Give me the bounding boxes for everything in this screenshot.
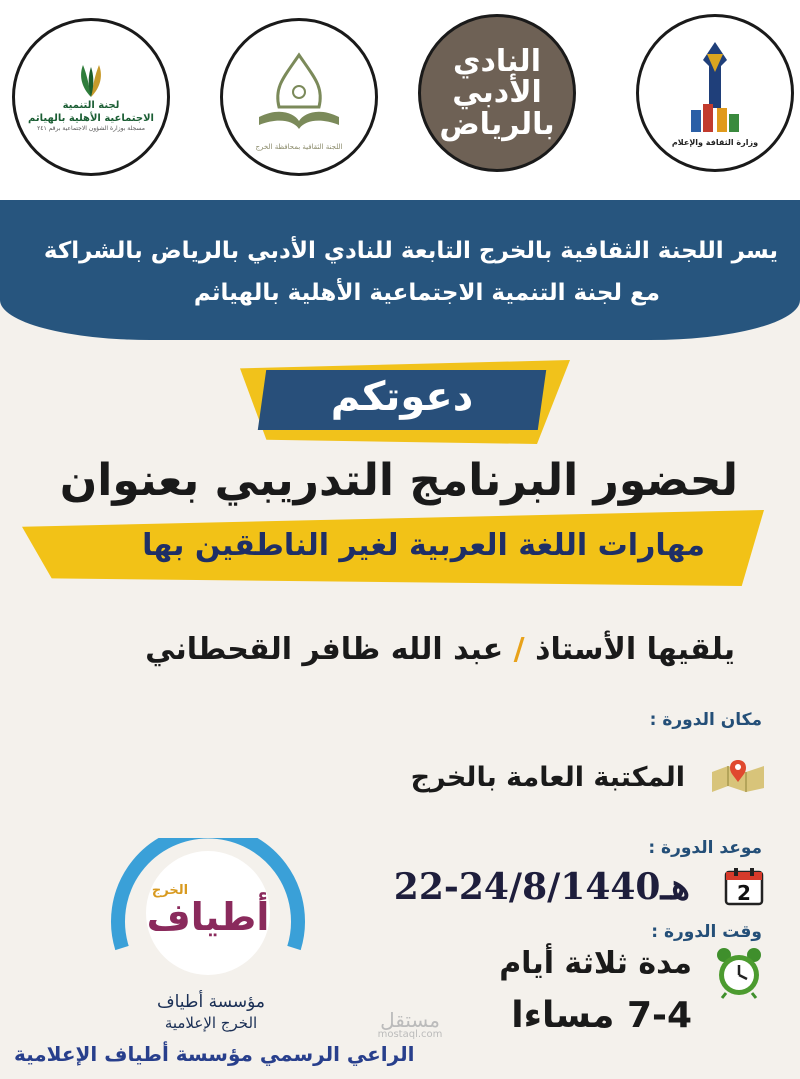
program-subject: مهارات اللغة العربية لغير الناطقين بها — [142, 528, 705, 563]
time-label: وقت الدورة : — [651, 922, 762, 942]
place-label: مكان الدورة : — [649, 710, 762, 730]
atyaf-sponsor-logo — [108, 838, 308, 998]
program-heading: لحضور البرنامج التدريبي بعنوان — [59, 455, 738, 506]
leaf-emblem-icon — [71, 63, 111, 99]
lecturer-prefix: يلقيها الأستاذ — [535, 632, 735, 667]
duration-value: مدة ثلاثة أيام — [499, 946, 692, 981]
calendar-number: 2 — [737, 881, 751, 905]
watermark — [350, 1010, 470, 1040]
banner-line2: مع لجنة التنمية الاجتماعية الأهلية بالهياثم — [193, 280, 660, 306]
tower-emblem-icon — [675, 38, 755, 148]
sponsor-name-line1: مؤسسة أطياف — [156, 992, 265, 1012]
invite-badge — [240, 360, 570, 444]
ministry-logo — [636, 14, 794, 172]
partnership-banner — [0, 200, 800, 340]
development-logo-line2: الاجتماعية الأهلية بالهياثم — [28, 112, 154, 124]
date-label: موعد الدورة : — [648, 838, 762, 858]
hours-value: 7-4 مساءا — [511, 995, 692, 1036]
literary-club-line1: النادي — [453, 43, 541, 79]
development-logo-line3: مسجلة بوزارة الشؤون الاجتماعية برقم ٢٤١ — [37, 124, 145, 132]
literary-club-line2: الأدبي — [452, 75, 542, 111]
place-value: المكتبة العامة بالخرج — [410, 762, 685, 793]
calendar-icon — [724, 866, 764, 906]
alarm-clock-icon — [714, 945, 764, 999]
date-value: 22-24/8/1440هـ — [393, 866, 690, 908]
watermark-latin: mostaql.com — [377, 1029, 443, 1040]
development-logo-line1: لجنة التنمية — [62, 99, 120, 111]
cultural-committee-logo — [220, 18, 378, 176]
invite-text: دعوتكم — [330, 374, 474, 420]
development-committee-logo — [12, 18, 170, 176]
atyaf-logo-subtext: الخرج — [151, 883, 189, 898]
sponsor-name-line2: الخرج الإعلامية — [164, 1014, 258, 1032]
ministry-caption: وزارة الثقافة والإعلام — [671, 138, 759, 147]
map-pin-icon — [708, 758, 768, 792]
lecturer-name: عبد الله ظافر القحطاني — [145, 632, 504, 667]
official-sponsor-line: الراعي الرسمي مؤسسة أطياف الإعلامية — [14, 1042, 415, 1066]
lecturer-line — [145, 632, 735, 667]
banner-line1: يسر اللجنة الثقافية بالخرج التابعة للنادي الأدبي بالرياض بالشراكة — [43, 238, 778, 264]
cultural-committee-caption: اللجنة الثقافية بمحافظة الخرج — [255, 143, 343, 151]
atyaf-logo-text: أطياف — [146, 895, 270, 939]
open-book-icon — [244, 47, 354, 147]
literary-club-line3: بالرياض — [439, 106, 555, 142]
watermark-arabic: مستقل — [380, 1008, 440, 1032]
lecturer-separator: / — [513, 632, 525, 667]
literary-club-logo — [418, 14, 576, 172]
